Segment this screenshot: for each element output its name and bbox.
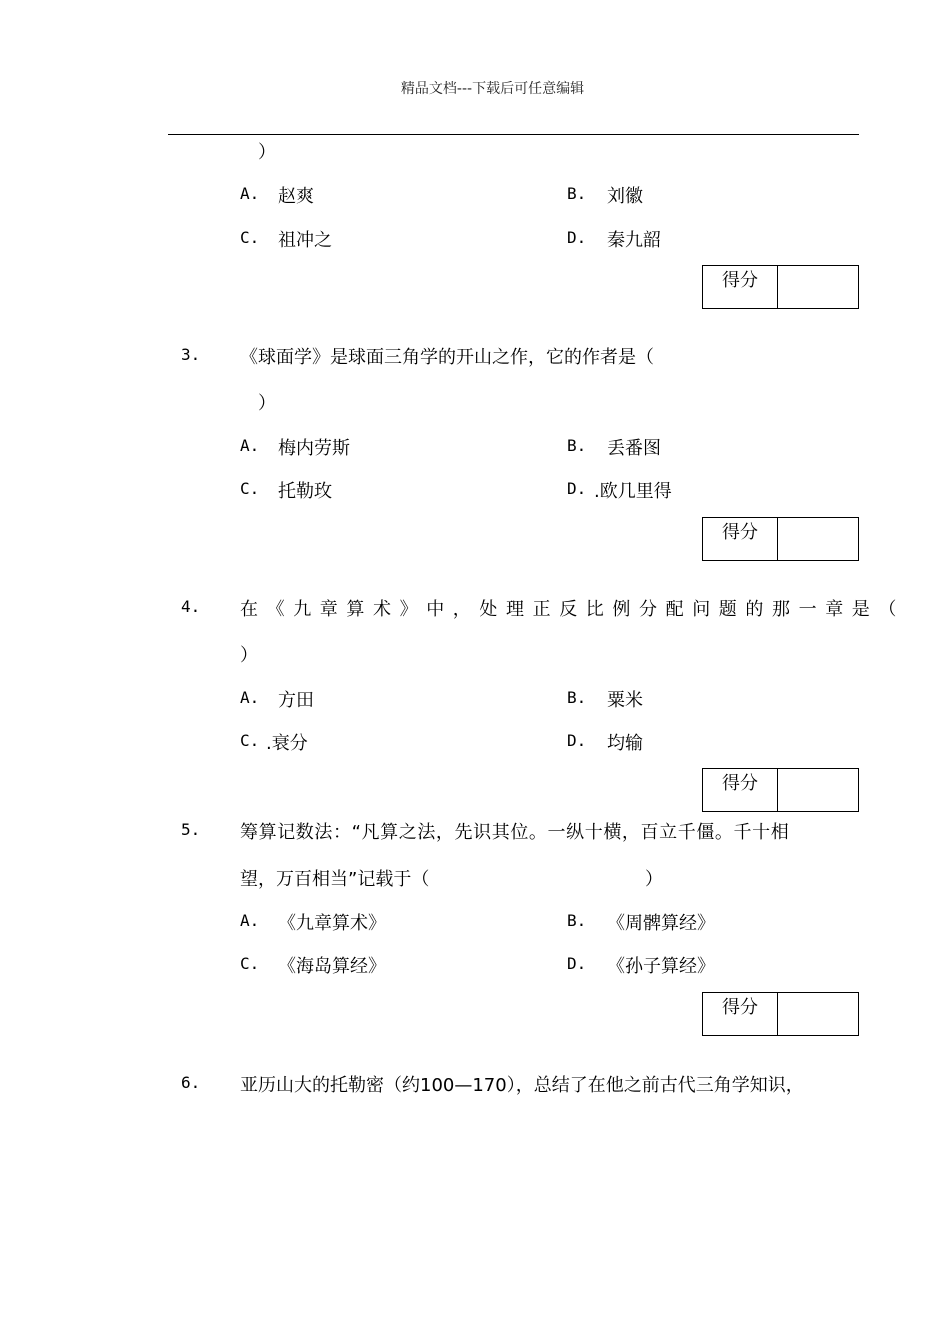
- q2-option-c-text: 祖冲之: [278, 230, 332, 251]
- q4-option-d-text: 均输: [607, 733, 643, 754]
- q5-option-b-letter: B.: [567, 911, 587, 930]
- q5-option-d-letter: D.: [567, 954, 587, 973]
- q2-option-b-letter: B.: [567, 184, 587, 203]
- q4-option-b-letter: B.: [567, 688, 587, 707]
- q2-option-b-text: 刘徽: [607, 186, 643, 207]
- score-box-q2: [702, 265, 859, 309]
- score-label: 得分: [703, 769, 778, 811]
- q4-option-c-letter: C.: [240, 731, 260, 750]
- q2-option-d-letter: D.: [567, 228, 587, 247]
- q4-close-paren: ）: [240, 645, 258, 666]
- q3-text: 《球面学》是球面三角学的开山之作，它的作者是（: [240, 347, 654, 368]
- q6-text: 亚历山大的托勒密（约100—170），总结了在他之前古代三角学知识，: [240, 1075, 804, 1096]
- header-divider: [168, 134, 859, 135]
- q5-option-d-text: 《孙子算经》: [607, 956, 715, 977]
- q2-option-a-letter: A.: [240, 184, 260, 203]
- q2-option-c-letter: C.: [240, 228, 260, 247]
- q2-option-a-text: 赵爽: [278, 186, 314, 207]
- q5-option-a-text: 《九章算术》: [278, 913, 386, 934]
- q4-option-c-text: .衰分: [266, 733, 308, 754]
- score-label: 得分: [703, 518, 778, 560]
- q5-text-line1: 筹算记数法：“凡算之法，先识其位。一纵十横，百立千僵。千十相: [240, 822, 790, 843]
- page-header: 精品文档---下载后可任意编辑: [400, 81, 585, 97]
- q3-option-c-text: 托勒玫: [278, 481, 332, 502]
- score-label: 得分: [703, 993, 778, 1035]
- q5-close-paren: ）: [645, 869, 663, 890]
- q4-option-a-letter: A.: [240, 688, 260, 707]
- q5-option-a-letter: A.: [240, 911, 260, 930]
- score-value[interactable]: [778, 518, 858, 560]
- q3-close-paren: ）: [258, 393, 276, 414]
- q5-number: 5.: [181, 820, 201, 839]
- q3-option-d-letter: D.: [567, 479, 587, 498]
- q4-text: 在《九章算术》中，处理正反比例分配问题的那一章是（: [240, 599, 905, 620]
- q4-option-a-text: 方田: [278, 690, 314, 711]
- q3-option-a-letter: A.: [240, 436, 260, 455]
- score-label: 得分: [703, 266, 778, 308]
- q5-option-b-text: 《周髀算经》: [607, 913, 715, 934]
- q3-number: 3.: [181, 345, 201, 364]
- q6-number: 6.: [181, 1073, 201, 1092]
- q4-number: 4.: [181, 597, 201, 616]
- score-box-q4: [702, 768, 859, 812]
- q5-option-c-text: 《海岛算经》: [278, 956, 386, 977]
- q5-option-c-letter: C.: [240, 954, 260, 973]
- score-box-q5: [702, 992, 859, 1036]
- q3-option-d-text: .欧几里得: [594, 481, 672, 502]
- q2-close-paren: ）: [258, 142, 276, 163]
- score-value[interactable]: [778, 769, 858, 811]
- score-value[interactable]: [778, 266, 858, 308]
- q5-text-line2: 望，万百相当”记载于（: [240, 869, 430, 890]
- score-box-q3: [702, 517, 859, 561]
- q3-option-c-letter: C.: [240, 479, 260, 498]
- q4-option-d-letter: D.: [567, 731, 587, 750]
- score-value[interactable]: [778, 993, 858, 1035]
- q4-option-b-text: 粟米: [607, 690, 643, 711]
- q3-option-b-letter: B.: [567, 436, 587, 455]
- q2-option-d-text: 秦九韶: [607, 230, 661, 251]
- q3-option-b-text: 丢番图: [607, 438, 661, 459]
- q3-option-a-text: 梅内劳斯: [278, 438, 350, 459]
